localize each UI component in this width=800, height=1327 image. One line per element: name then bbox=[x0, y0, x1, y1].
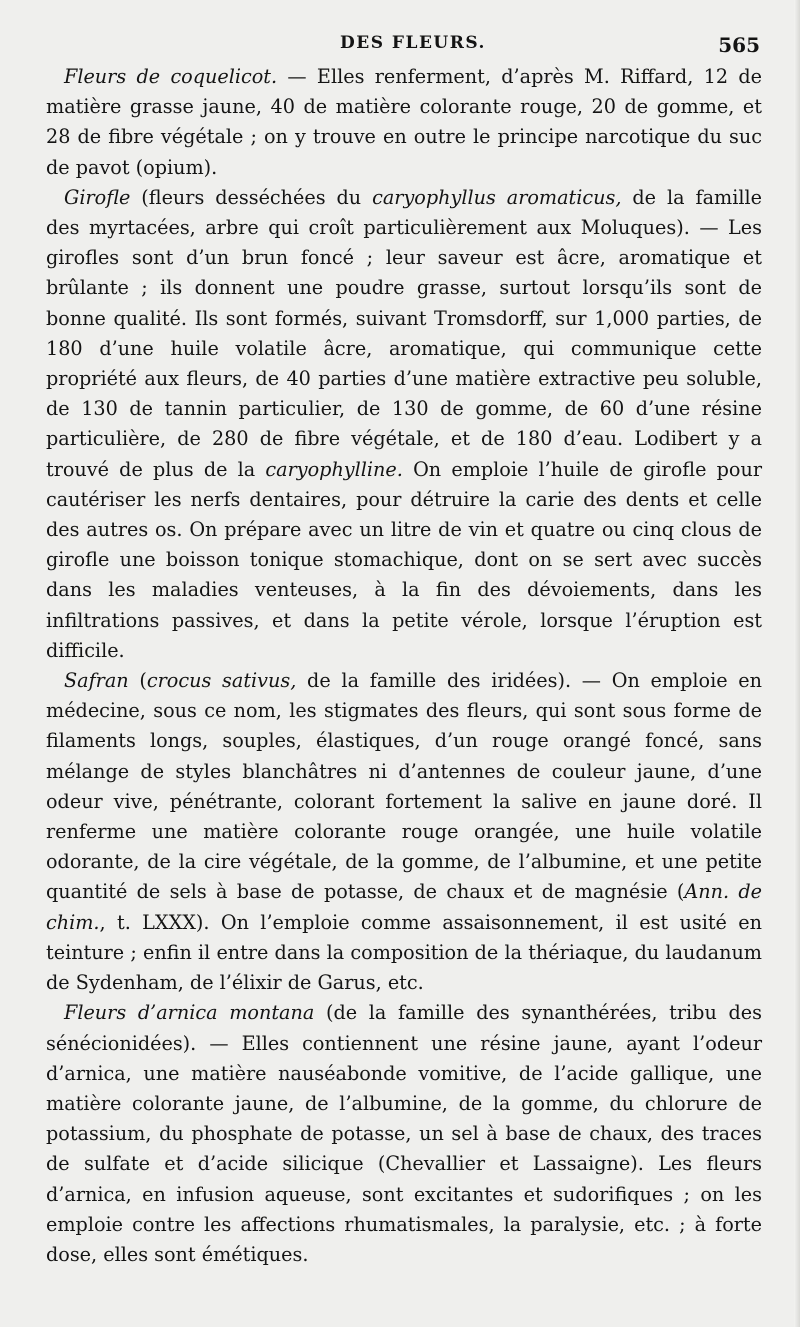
text-run: de la famille des iridées). — On emploie en médecine, sous ce nom, les stigmates des fleurs, qui sont sous forme de filaments longs, souples, élastiques, d’un rouge orangé foncé, sans mélange de styles blanchâtres ni d’antennes de couleur jaune, d’une odeur vive, pénétrante, colorant fortement la salive en jaune doré. Il renferme une matière colorante rouge orangée, une huile volatile odorante, de la cire végétale, de la gomme, de l’albumine, et une petite quantité de sels à base de potasse, de chaux et de magnésie ( bbox=[46, 669, 763, 904]
running-title: DES FLEURS. bbox=[340, 33, 486, 53]
scan-edge bbox=[794, 0, 800, 1327]
entry-title: Fleurs d’arnica montana bbox=[64, 1001, 315, 1025]
paragraph-arnica bbox=[46, 998, 762, 1270]
entry-title: Fleurs de coquelicot. bbox=[64, 65, 278, 88]
paragraph-safran bbox=[46, 666, 762, 998]
latin-name: caryophyllus aromaticus, bbox=[372, 185, 622, 209]
latin-name: crocus sativus, bbox=[146, 669, 297, 693]
text-run: ( bbox=[128, 669, 147, 693]
text-run: On emploie l’huile de girofle pour cautériser les nerfs dentaires, pour détruire la carie des dents et celle des autres os. On prépare avec un litre de vin et quatre ou cinq clous de girofle une boisson tonique stomachique, dont on se sert avec succès dans les maladies venteuses, à la fin des dévoiements, dans les infiltrations passives, et dans la petite vérole, lorsque l’éruption est difficile. bbox=[46, 457, 762, 662]
citation: Ann. de chim. bbox=[46, 880, 762, 934]
latin-name: caryophylline. bbox=[265, 457, 403, 481]
paragraph-girofle bbox=[46, 183, 762, 666]
page-header bbox=[66, 33, 760, 59]
text-run: (fleurs desséchées du bbox=[130, 185, 373, 209]
paragraph-coquelicot bbox=[46, 62, 762, 183]
text-run: , t. LXXX). On l’emploie comme assaisonnement, il est usité en teinture ; enfin il entre dans la composition de la thériaque, du laudanum de Sydenham, de l’élixir de Garus, etc. bbox=[46, 910, 762, 995]
text-run: (de la famille des synanthérées, tribu des sénécionidées). — Elles contiennent une résine jaune, ayant l’odeur d’arnica, une matière nauséabonde vomitive, de l’acide gallique, une matière colorante jaune, de l’albumine, de la gomme, du chlorure de potassium, du phosphate de potasse, un sel à base de chaux, des traces de sulfate et d’acide silicique (Chevallier et Lassaigne). Les fleurs d’arnica, en infusion aqueuse, sont excitantes et sudorifiques ; on les emploie contre les affections rhumatismales, la paralysie, etc. ; à forte dose, elles sont émétiques. bbox=[46, 1001, 762, 1266]
text-run: de la famille des myrtacées, arbre qui croît particulièrement aux Moluques). — Les girofles sont d’un brun foncé ; leur saveur est âcre, aromatique et brûlante ; ils donnent une poudre grasse, surtout lorsqu’ils sont de bonne qualité. Ils sont formés, suivant Tromsdorff, sur 1,000 parties, de 180 d’une huile volatile âcre, aromatique, qui communique cette propriété aux fleurs, de 40 parties d’une matière extractive peu soluble, de 130 de tannin particulier, de 130 de gomme, de 60 d’une résine particulière, de 280 de fibre végétale, et de 180 d’eau. Lodibert y a trouvé de plus de la bbox=[46, 185, 762, 481]
entry-title: Girofle bbox=[64, 185, 131, 209]
entry-title: Safran bbox=[64, 669, 129, 693]
page-number: 565 bbox=[718, 33, 760, 57]
text-run: — Elles renferment, d’après M. Riffard, 12 de matière grasse jaune, 40 de matière colorante rouge, 20 de gomme, et 28 de fibre végétale ; on y trouve en outre le principe narcotique du suc de pavot (opium). bbox=[46, 65, 762, 179]
body-text bbox=[46, 62, 762, 1270]
